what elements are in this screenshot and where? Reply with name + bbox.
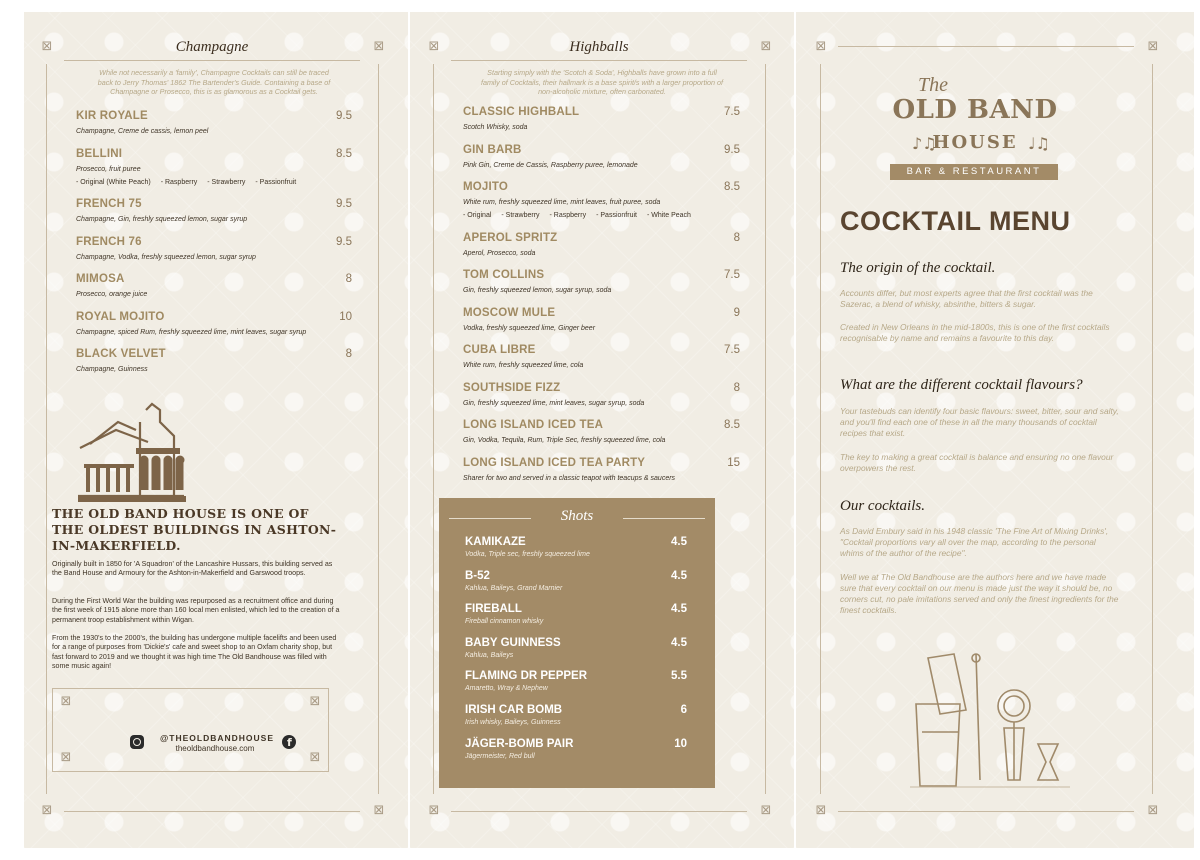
- option-label: - Raspberry: [160, 178, 198, 186]
- shot-price: 4.5: [671, 536, 687, 548]
- item-name: KIR ROYALE: [76, 110, 148, 122]
- frame-line: [433, 64, 434, 794]
- logo-subtitle: BAR & RESTAURANT: [890, 164, 1058, 180]
- ornament-icon: ⊠: [428, 39, 440, 54]
- shot-price: 4.5: [671, 603, 687, 616]
- ornament-icon: ⊠: [41, 39, 53, 54]
- instagram-icon[interactable]: [130, 735, 144, 749]
- origin-heading: The origin of the cocktail.: [840, 260, 996, 276]
- frame-line: [46, 64, 47, 794]
- ornament-icon: ⊠: [815, 39, 827, 54]
- shot-name: IRISH CAR BOMB: [465, 704, 563, 716]
- item-price: 7.5: [724, 344, 740, 356]
- item-price: 9.5: [336, 235, 352, 248]
- option-label: - Passionfruit: [596, 212, 637, 219]
- website-link[interactable]: theoldbandhouse.com: [175, 744, 255, 753]
- shot-price: 5.5: [671, 670, 687, 683]
- social-box: [52, 688, 329, 772]
- flavours-heading: What are the different cocktail flavours?: [840, 377, 1083, 393]
- champagne-intro: While not necessarily a 'family', Champagne Cocktails can still be traced back to Jerry Thomas' 1862 The Bartender's Guide. Containing a base of Champagne or Prosecco, this is as glamorous as a Cocktail gets.: [97, 68, 331, 96]
- ornament-icon: ⊠: [373, 39, 385, 54]
- highballs-title: Highballs: [569, 39, 629, 55]
- flavours-paragraph: Your tastebuds can identify four basic flavours: sweet, bitter, sour and salty, and you'll find each one of these in all the many thousands of cocktail recipes that exist.: [840, 406, 1119, 438]
- ornament-icon: ⊠: [373, 803, 385, 818]
- origin-paragraph: Accounts differ, but most experts agree that the first cocktail was the Sazerac, a blend of whisky, absinthe, bitters & sugar.: [840, 288, 1093, 309]
- shot-name: BABY GUINNESS: [465, 636, 561, 649]
- frame-line: [838, 46, 1134, 47]
- item-description: Champagne, spiced Rum, freshly squeezed lime, mint leaves, sugar syrup: [76, 328, 307, 336]
- item-description: Champagne, Guinness: [76, 366, 148, 373]
- shots-rule: [623, 518, 705, 519]
- option-label: - Passionfruit: [255, 178, 297, 186]
- item-name: BELLINI: [76, 147, 123, 160]
- item-name: APEROL SPRITZ: [463, 231, 558, 244]
- shot-description: Vodka, Triple sec, freshly squeezed lime: [465, 551, 590, 558]
- frame-line: [838, 811, 1134, 812]
- item-price: 9: [733, 306, 740, 319]
- ornament-icon: ⊠: [760, 803, 772, 818]
- shot-description: Kahlua, Baileys, Grand Marnier: [465, 584, 563, 592]
- item-name: LONG ISLAND ICED TEA PARTY: [463, 456, 646, 469]
- option-label: - Strawberry: [207, 178, 246, 186]
- music-note-icon: ♩♫: [1028, 134, 1050, 153]
- shot-price: 6: [680, 704, 687, 716]
- item-name: CLASSIC HIGHBALL: [463, 106, 580, 118]
- our-cocktails-heading: Our cocktails.: [840, 498, 925, 514]
- ornament-icon: ⊠: [760, 39, 772, 54]
- item-description: Vodka, freshly squeezed lime, Ginger beer: [463, 324, 596, 332]
- our-cocktails-paragraph: As David Embury said in his 1948 classic 'The Fine Art of Mixing Drinks', "Cocktail proportions vary all over the map, according to the personal whims of the author of the recipe".: [840, 526, 1109, 558]
- flavours-paragraph: The key to making a great cocktail is balance and ensuring no one flavour overpowers the rest.: [840, 452, 1114, 473]
- item-name: SOUTHSIDE FIZZ: [463, 381, 561, 394]
- frame-line: [451, 811, 747, 812]
- shot-name: B-52: [465, 569, 490, 582]
- item-price: 8.5: [724, 181, 740, 193]
- shot-name: JÄGER-BOMB PAIR: [465, 737, 574, 750]
- ornament-icon: ⊠: [428, 803, 440, 818]
- logo-house: HOUSE: [932, 132, 1018, 153]
- item-description: Sharer for two and served in a classic teapot with teacups & saucers: [463, 474, 676, 482]
- item-price: 8.5: [724, 419, 740, 431]
- frame-line: [64, 60, 360, 61]
- about-paragraph: Originally built in 1850 for 'A Squadron' of the Lancashire Hussars, this building served as the Band House and Armoury for the Ashton-in-Makerfield and Garswood troops.: [52, 560, 333, 578]
- item-name: FRENCH 76: [76, 235, 142, 248]
- option-label: - Original: [463, 212, 492, 219]
- frame-line: [64, 811, 360, 812]
- bar-tools-illustration-icon: [910, 648, 1070, 790]
- item-description: Gin, freshly squeezed lemon, sugar syrup, soda: [463, 287, 612, 294]
- about-heading: THE OLD BAND HOUSE IS ONE OF THE OLDEST BUILDINGS IN ASHTON-IN-MAKERFIELD.: [52, 506, 337, 553]
- ornament-icon: ⊠: [1147, 39, 1159, 54]
- item-name: ROYAL MOJITO: [76, 310, 165, 323]
- option-label: - Raspberry: [549, 212, 587, 219]
- item-name: LONG ISLAND ICED TEA: [463, 419, 604, 431]
- shot-name: FLAMING DR PEPPER: [465, 670, 588, 683]
- item-price: 8: [733, 231, 740, 244]
- option-label: - Original (White Peach): [76, 178, 151, 186]
- item-description: White rum, freshly squeezed lime, mint leaves, fruit puree, soda: [463, 199, 661, 206]
- item-description: Scotch Whisky, soda: [463, 124, 528, 131]
- item-price: 9.5: [336, 198, 352, 210]
- shot-description: Jägermeister, Red bull: [465, 752, 535, 760]
- shots-title: Shots: [560, 508, 594, 524]
- cocktail-menu-title: COCKTAIL MENU: [840, 206, 1071, 236]
- item-description: Champagne, Vodka, freshly squeezed lemon, sugar syrup: [76, 253, 256, 261]
- shot-name: FIREBALL: [465, 603, 522, 616]
- option-label: - Strawberry: [501, 212, 540, 219]
- ornament-icon: ⊠: [309, 694, 321, 709]
- item-name: GIN BARB: [463, 143, 522, 156]
- logo-main: OLD BAND: [892, 95, 1058, 125]
- item-price: 7.5: [724, 269, 740, 281]
- item-description: Pink Gin, Creme de Cassis, Raspberry puree, lemonade: [463, 161, 638, 169]
- shot-price: 10: [674, 737, 687, 750]
- about-paragraph: From the 1930's to the 2000's, the building has undergone multiple facelifts and been used for a range of purposes from 'Dickie's' cafe and sweet shop to an Oxfam charity shop, but fast forward to 2019 and we thought it was high time The Old Bandhouse was filled with some music again!: [52, 634, 337, 671]
- item-name: MIMOSA: [76, 273, 125, 285]
- item-description: Champagne, Creme de cassis, lemon peel: [76, 128, 209, 135]
- item-name: MOSCOW MULE: [463, 306, 556, 319]
- shot-name: KAMIKAZE: [465, 536, 526, 548]
- ornament-icon: ⊠: [309, 750, 321, 765]
- shot-price: 4.5: [671, 569, 687, 582]
- item-name: CUBA LIBRE: [463, 344, 536, 356]
- ornament-icon: ⊠: [41, 803, 53, 818]
- item-price: 7.5: [724, 106, 740, 118]
- ornament-icon: ⊠: [60, 694, 72, 709]
- logo-the: The: [918, 74, 948, 96]
- highballs-intro: Starting simply with the 'Scotch & Soda', Highballs have grown into a full family of Cocktails, their hallmark is a base spirit/s with a larger proportion of non-alcoholic mixture, often carbonated.: [480, 68, 724, 96]
- ornament-icon: ⊠: [1147, 803, 1159, 818]
- item-description: Aperol, Prosecco, soda: [463, 249, 536, 257]
- shots-box: [439, 498, 715, 788]
- item-name: FRENCH 75: [76, 198, 142, 210]
- item-description: White rum, freshly squeezed lime, cola: [463, 362, 584, 369]
- item-price: 9.5: [724, 143, 740, 156]
- item-name: BLACK VELVET: [76, 348, 166, 360]
- shot-description: Kahlua, Baileys: [465, 651, 514, 659]
- frame-line: [820, 64, 821, 794]
- ornament-icon: ⊠: [815, 803, 827, 818]
- item-price: 10: [339, 310, 352, 323]
- our-cocktails-paragraph: Well we at The Old Bandhouse are the authors here and we have made sure that every cocktail on our menu is made just the way it should be, no corners cut, no pale imitations served and only the finest ingredients for the finest cocktails.: [840, 572, 1119, 615]
- item-price: 8: [345, 348, 352, 360]
- item-name: TOM COLLINS: [463, 269, 545, 281]
- item-description: Champagne, Gin, freshly squeezed lemon, sugar syrup: [76, 216, 248, 223]
- building-illustration-icon: [76, 400, 188, 504]
- origin-paragraph: Created in New Orleans in the mid-1800s, this is one of the first cocktails recognisable by name and remains a favourite to this day.: [840, 322, 1110, 343]
- item-name: MOJITO: [463, 181, 509, 193]
- item-price: 9.5: [336, 110, 352, 122]
- shots-rule: [449, 518, 531, 519]
- frame-line: [451, 60, 747, 61]
- item-description: Prosecco, fruit puree: [76, 165, 141, 173]
- item-price: 15: [727, 456, 740, 469]
- frame-line: [1152, 64, 1153, 794]
- option-label: - White Peach: [646, 212, 691, 219]
- item-price: 8: [733, 381, 740, 394]
- item-description: Gin, Vodka, Tequila, Rum, Triple Sec, freshly squeezed lime, cola: [463, 437, 666, 444]
- shot-description: Amaretto, Wray & Nephew: [465, 685, 548, 693]
- item-options: [76, 179, 306, 186]
- item-price: 8: [345, 273, 352, 285]
- music-note-icon: ♪♫: [912, 134, 937, 153]
- ornament-icon: ⊠: [60, 750, 72, 765]
- shot-description: Irish whisky, Baileys, Guinness: [465, 719, 561, 726]
- shot-description: Fireball cinnamon whisky: [465, 618, 544, 626]
- facebook-icon[interactable]: f: [282, 735, 296, 749]
- social-handle[interactable]: @THEOLDBANDHOUSE: [160, 733, 275, 743]
- frame-line: [378, 64, 379, 794]
- item-description: Gin, freshly squeezed lime, mint leaves, sugar syrup, soda: [463, 399, 645, 407]
- frame-line: [765, 64, 766, 794]
- item-description: Prosecco, orange juice: [76, 291, 148, 298]
- shot-price: 4.5: [671, 636, 687, 649]
- item-price: 8.5: [336, 147, 352, 160]
- champagne-title: Champagne: [175, 39, 249, 55]
- item-options: [463, 212, 701, 219]
- about-paragraph: During the First World War the building was repurposed as a recruitment office and during the first week of 1915 alone more than 160 local men enlisted, which led to the creation of a permanent troop establishment within Wigan.: [52, 597, 340, 624]
